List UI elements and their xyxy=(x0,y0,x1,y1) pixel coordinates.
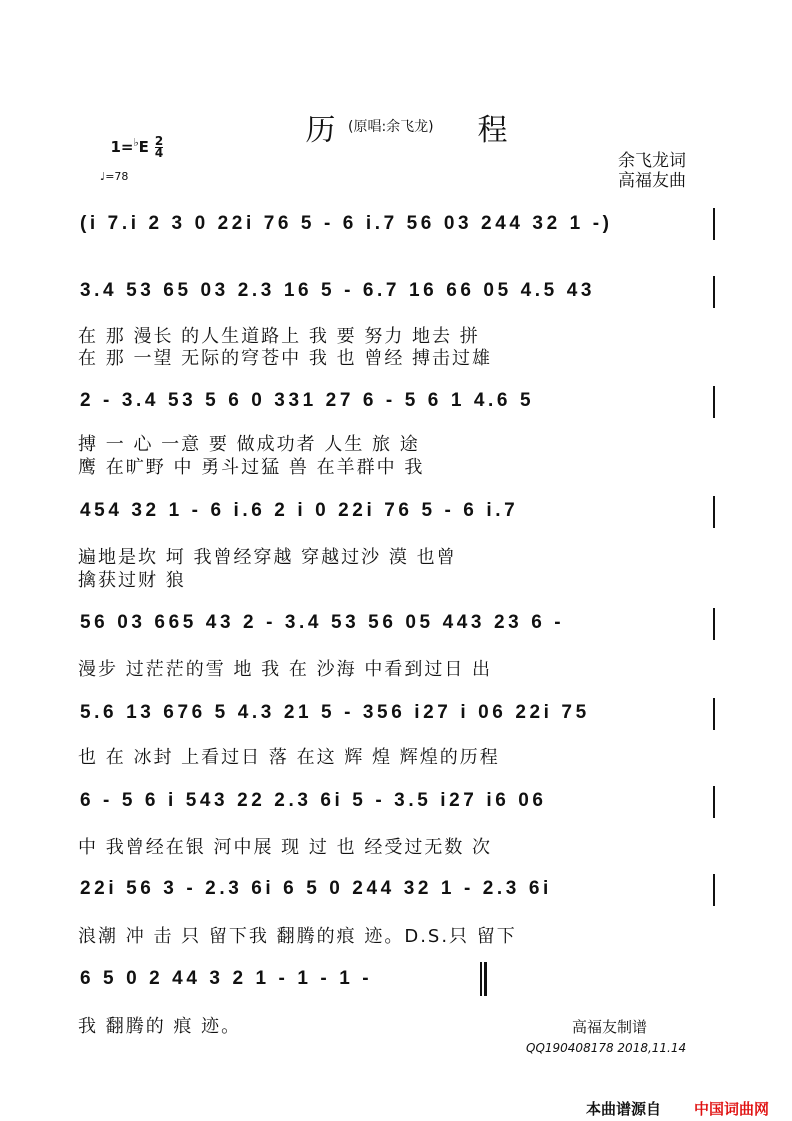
notation-line: 6 5 0 2 44 3 2 1 - 1 - 1 - xyxy=(80,968,373,989)
notation-line: 2 - 3.4 53 5 6 0 331 27 6 - 5 6 1 4.6 5 xyxy=(80,390,535,411)
barline xyxy=(713,786,715,818)
barline xyxy=(713,874,715,906)
notation-line: 22i 56 3 - 2.3 6i 6 5 0 244 32 1 - 2.3 6i xyxy=(80,878,552,899)
final-barline-thick xyxy=(484,962,487,996)
transcriber-credit: 高福友制谱 xyxy=(572,1018,648,1036)
notation-line: 6 - 5 6 i 543 22 2.3 6i 5 - 3.5 i27 i6 06 xyxy=(80,790,547,811)
title-char-2: 程 xyxy=(477,113,510,148)
barline xyxy=(713,698,715,730)
lyric-line: 浪潮 冲 击 只 留下我 翻腾的痕 迹。D.S.只 留下 xyxy=(78,926,517,947)
notation-line: 3.4 53 65 03 2.3 16 5 - 6.7 16 66 05 4.5 43 xyxy=(80,280,596,301)
barline xyxy=(713,608,715,640)
original-singer: (原唱:余飞龙) xyxy=(348,119,434,135)
notation-line: (i 7.i 2 3 0 22i 76 5 - 6 i.7 56 03 244 32 1 -) xyxy=(80,213,613,234)
barline xyxy=(713,386,715,418)
time-signature xyxy=(155,136,163,159)
key-prefix: 1= xyxy=(110,138,134,156)
barline xyxy=(713,276,715,308)
lyric-line: 鹰 在旷野 中 勇斗过猛 兽 在羊群中 我 xyxy=(78,457,425,478)
lyricist-credit: 余飞龙词 xyxy=(618,151,686,171)
lyric-line: 遍地是坎 坷 我曾经穿越 穿越过沙 漠 也曾 xyxy=(78,547,457,568)
lyric-line: 在 那 漫长 的人生道路上 我 要 努力 地去 拼 xyxy=(78,326,480,347)
lyric-line: 我 翻腾的 痕 迹。 xyxy=(78,1016,242,1037)
lyric-line: 在 那 一望 无际的穹苍中 我 也 曾经 搏击过雄 xyxy=(78,348,493,369)
lyric-line: 漫步 过茫茫的雪 地 我 在 沙海 中看到过日 出 xyxy=(78,659,493,680)
notation-line: 454 32 1 - 6 i.6 2 i 0 22i 76 5 - 6 i.7 xyxy=(80,500,519,521)
barline xyxy=(713,208,715,240)
notation-line: 5.6 13 676 5 4.3 21 5 - 356 i27 i 06 22i 75 xyxy=(80,702,590,723)
lyric-line: 也 在 冰封 上看过日 落 在这 辉 煌 辉煌的历程 xyxy=(78,747,500,768)
time-numerator: 2 xyxy=(154,134,164,148)
final-barline-thin xyxy=(480,962,482,996)
title-char-1: 历 xyxy=(305,113,338,148)
barline xyxy=(713,496,715,528)
source-site-link[interactable]: 中国词曲网 xyxy=(694,1100,770,1118)
lyric-line: 擒获过财 狼 xyxy=(78,570,186,591)
tempo-marking: ♩=78 xyxy=(100,170,129,183)
lyric-line: 中 我曾经在银 河中展 现 过 也 经受过无数 次 xyxy=(78,837,493,858)
contact-date: QQ190408178 2018,11.14 xyxy=(526,1041,687,1055)
key-flat: ♭ xyxy=(133,136,139,149)
time-denominator: 4 xyxy=(154,146,164,160)
notation-line: 56 03 665 43 2 - 3.4 53 56 05 443 23 6 - xyxy=(80,612,565,633)
lyric-line: 搏 一 心 一意 要 做成功者 人生 旅 途 xyxy=(78,434,420,455)
key-note: E xyxy=(138,138,149,156)
source-prefix: 本曲谱源自 xyxy=(586,1100,662,1118)
composer-credit: 高福友曲 xyxy=(618,171,686,191)
key-signature xyxy=(100,118,163,159)
